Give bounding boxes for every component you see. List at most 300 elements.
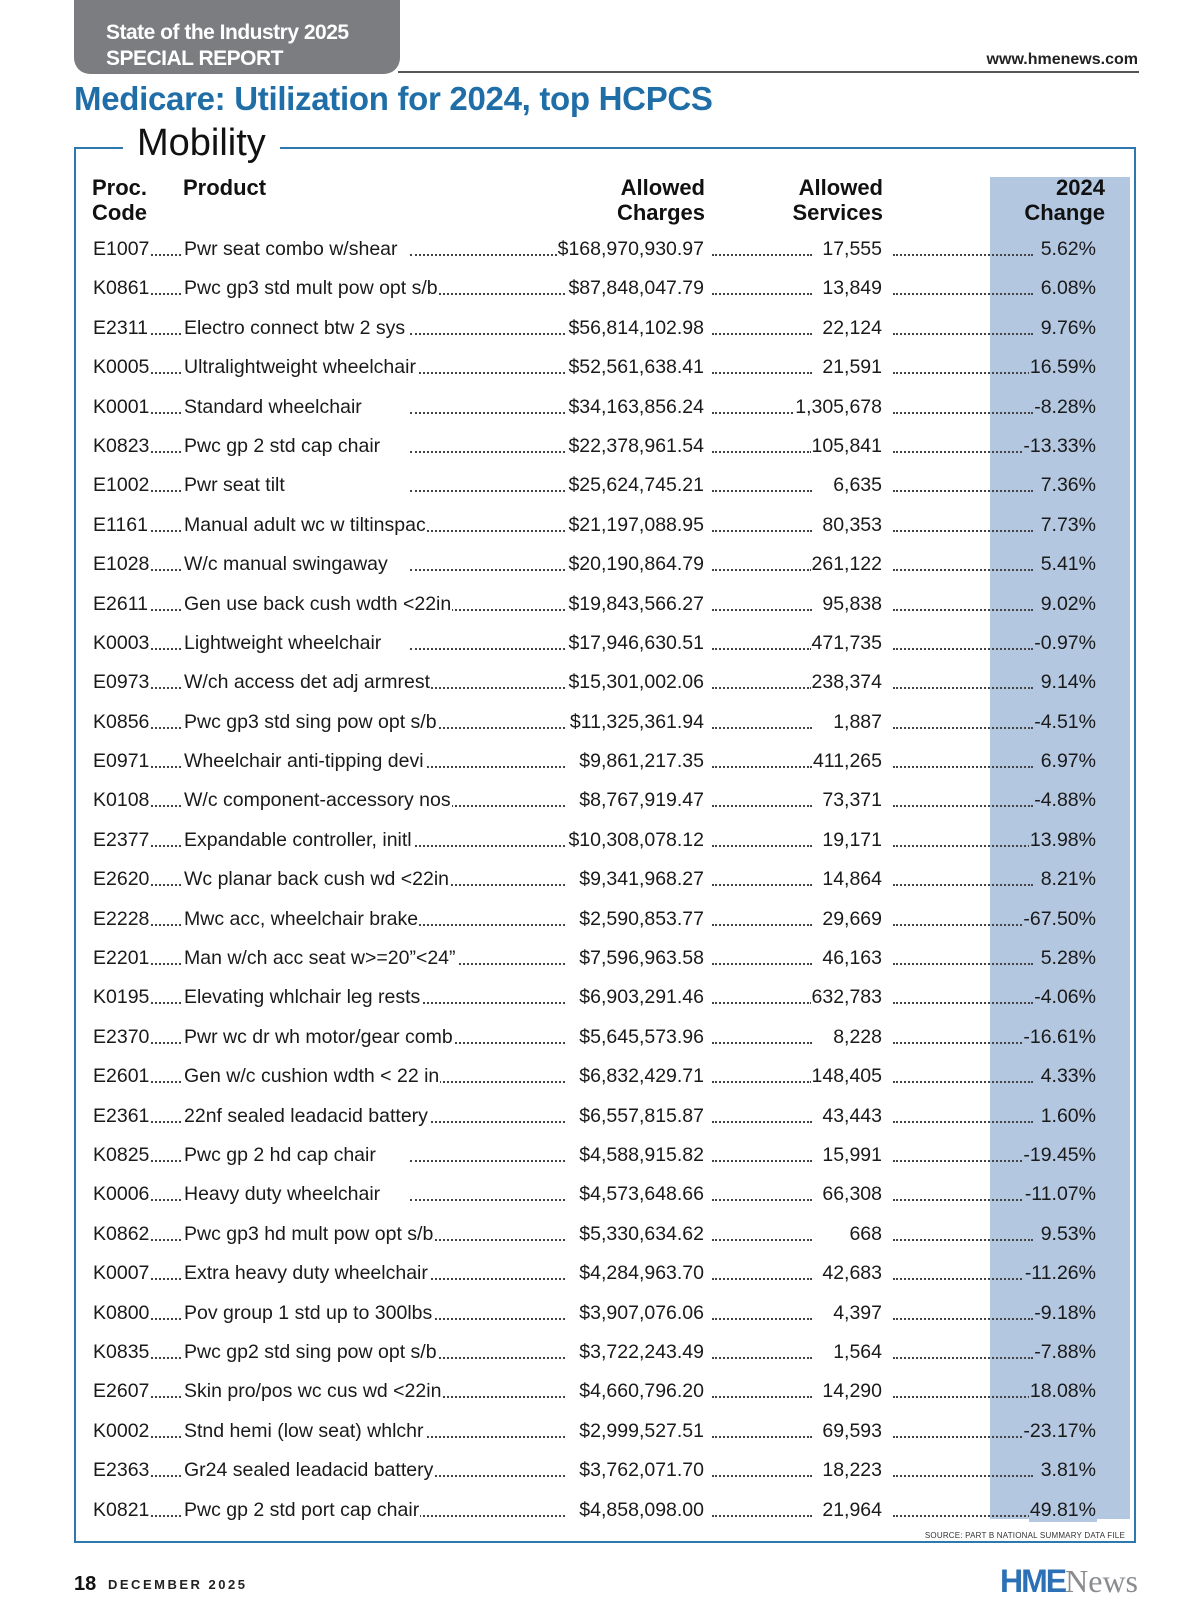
dot-leader [410,1121,565,1123]
change-2024: -23.17% [1023,1419,1096,1442]
allowed-charges: $4,858,098.00 [579,1498,704,1521]
dot-leader [893,1002,1033,1004]
change-2024: 4.33% [1040,1065,1096,1088]
allowed-charges: $4,588,915.82 [579,1143,704,1166]
dot-leader [410,1002,565,1004]
dot-leader [712,1475,812,1477]
allowed-charges: $11,325,361.94 [569,710,704,733]
product-name: Standard wheelchair [184,395,362,418]
proc-code: K0001 [93,395,150,418]
change-2024: 3.81% [1040,1459,1096,1482]
dot-leader [410,1278,565,1280]
logo-hme-text: HME [1000,1563,1066,1599]
dot-leader [712,766,812,768]
product-name: Pwr seat tilt [184,474,285,497]
change-2024: 7.36% [1040,474,1096,497]
dot-leader [410,924,565,926]
change-2024: -11.07% [1024,1183,1096,1206]
dot-leader [712,293,812,295]
dot-leader [712,648,812,650]
source-note: SOURCE: PART B NATIONAL SUMMARY DATA FILE [924,1531,1125,1540]
table-row [0,663,1200,702]
dot-leader [712,1239,812,1241]
dot-leader [893,1121,1033,1123]
dot-leader [712,845,812,847]
proc-code: E2361 [93,1104,150,1127]
change-2024: 1.60% [1040,1104,1096,1127]
allowed-charges: $87,848,047.79 [568,277,704,300]
change-2024: 9.02% [1040,592,1096,615]
product-name: Heavy duty wheelchair [184,1183,381,1206]
proc-code: E1028 [93,553,150,576]
proc-code: E2611 [93,592,148,615]
dot-leader [712,609,812,611]
change-2024: -4.51% [1034,710,1096,733]
change-2024: 49.81% [1029,1498,1096,1521]
dot-leader [712,1436,812,1438]
proc-code: E1007 [93,238,150,260]
product-name: Electro connect btw 2 sys [184,316,406,339]
dot-leader [712,1121,812,1123]
allowed-services: 411,265 [812,750,882,773]
dot-leader [410,569,565,571]
proc-code: E1161 [93,513,148,536]
table-row [0,1372,1200,1411]
product-name: Pwc gp3 std mult pow opt s/b [184,277,438,300]
allowed-charges: $10,308,078.12 [568,828,704,851]
proc-code: K0002 [93,1419,150,1442]
allowed-services: 238,374 [811,671,882,694]
change-2024: 9.76% [1040,316,1096,339]
proc-code: E2620 [93,868,150,891]
table-row [0,269,1200,308]
allowed-charges: $22,378,961.54 [568,434,704,457]
proc-code: K0861 [93,277,150,300]
allowed-charges: $8,767,919.47 [579,789,704,812]
table-row [0,545,1200,584]
dot-leader [893,293,1033,295]
allowed-charges: $168,970,930.97 [557,238,704,260]
logo-news-text: News [1065,1563,1138,1599]
dot-leader [712,333,812,335]
proc-code: E2201 [93,947,150,970]
dot-leader [712,805,812,807]
product-name: Pwr wc dr wh motor/gear comb [184,1025,453,1048]
dot-leader [893,451,1033,453]
table-row [0,309,1200,348]
dot-leader [893,1436,1033,1438]
table-row [0,585,1200,624]
dot-leader [893,1160,1033,1162]
allowed-charges: $3,907,076.06 [579,1301,704,1324]
dot-leader [893,766,1033,768]
section-title: Mobility [123,122,280,165]
product-name: Man w/ch acc seat w>=20”<24” [184,947,456,970]
dot-leader [893,805,1033,807]
allowed-services: 1,564 [833,1340,882,1363]
change-2024: 16.59% [1029,356,1096,379]
dot-leader [893,727,1033,729]
dot-leader [893,1357,1033,1359]
allowed-charges: $21,197,088.95 [568,513,704,536]
dot-leader [893,1515,1033,1517]
product-name: W/c manual swingaway [184,553,388,576]
allowed-services: 29,669 [822,907,882,930]
table-row [0,1057,1200,1096]
allowed-charges: $3,722,243.49 [579,1340,704,1363]
website-url[interactable]: www.hmenews.com [986,51,1138,68]
dot-leader [410,648,565,650]
column-header-code: Proc. Code [92,175,148,225]
allowed-services: 261,122 [811,553,882,576]
table-row [0,1294,1200,1333]
table-row [0,1491,1200,1530]
allowed-charges: $19,843,566.27 [568,592,704,615]
change-2024: 13.98% [1029,828,1096,851]
table-row [0,466,1200,505]
allowed-charges: $4,573,648.66 [579,1183,704,1206]
dot-leader [893,254,1033,256]
product-name: Manual adult wc w tiltinspac [184,513,426,536]
change-2024: 8.21% [1040,868,1096,891]
dot-leader [410,372,565,374]
dot-leader [712,254,812,256]
dot-leader [893,1278,1033,1280]
dot-leader [712,1357,812,1359]
product-name: W/ch access det adj armrest [184,671,430,694]
proc-code: E0973 [93,671,150,694]
product-name: Ultralightweight wheelchair [184,356,416,379]
change-2024: -7.88% [1034,1340,1096,1363]
table-row [0,1136,1200,1175]
dot-leader [410,1515,565,1517]
allowed-services: 1,305,678 [795,395,882,418]
allowed-services: 105,841 [811,434,882,457]
proc-code: K0005 [93,356,150,379]
allowed-charges: $7,596,963.58 [579,947,704,970]
change-2024: -11.26% [1024,1262,1096,1285]
tab-title: State of the Industry 2025 [106,21,349,44]
change-2024: -13.33% [1023,434,1096,457]
dot-leader [712,372,812,374]
allowed-charges: $17,946,630.51 [568,631,704,654]
dot-leader [712,1042,812,1044]
change-2024: -67.50% [1023,907,1096,930]
allowed-services: 8,228 [833,1025,882,1048]
special-report-tab [74,0,400,74]
table-row [0,781,1200,820]
allowed-services: 14,290 [822,1380,882,1403]
proc-code: E1002 [93,474,150,497]
product-name: Pwr seat combo w/shear [184,238,398,260]
proc-code: K0800 [93,1301,150,1324]
dot-leader [893,333,1033,335]
dot-leader [410,451,565,453]
proc-code: E2601 [93,1065,150,1088]
proc-code: K0825 [93,1143,150,1166]
allowed-charges: $9,341,968.27 [579,868,704,891]
product-name: Gr24 sealed leadacid battery [184,1459,434,1482]
allowed-services: 22,124 [822,316,882,339]
allowed-services: 17,555 [822,238,882,260]
allowed-charges: $6,903,291.46 [579,986,704,1009]
dot-leader [712,1396,812,1398]
dot-leader [410,412,565,414]
product-name: Lightweight wheelchair [184,631,382,654]
proc-code: E2370 [93,1025,150,1048]
dot-leader [893,884,1033,886]
product-name: Pwc gp2 std sing pow opt s/b [184,1340,437,1363]
allowed-charges: $25,624,745.21 [568,474,704,497]
dot-leader [712,530,812,532]
allowed-services: 6,635 [833,474,882,497]
allowed-services: 42,683 [822,1262,882,1285]
proc-code: K0856 [93,710,150,733]
dot-leader [893,924,1033,926]
dot-leader [712,1199,812,1201]
allowed-services: 4,397 [833,1301,882,1324]
dot-leader [893,1475,1033,1477]
table-row [0,1097,1200,1136]
dot-leader [893,687,1033,689]
dot-leader [893,1396,1033,1398]
product-name: Elevating whlchair leg rests [184,986,421,1009]
change-2024: 5.41% [1040,553,1096,576]
table-row [0,427,1200,466]
dot-leader [410,1199,565,1201]
dot-leader [712,1515,812,1517]
dot-leader [410,333,565,335]
allowed-charges: $34,163,856.24 [568,395,704,418]
dot-leader [712,1318,812,1320]
dot-leader [712,1160,812,1162]
proc-code: E2377 [93,828,150,851]
table-row [0,506,1200,545]
table-row [0,1451,1200,1490]
change-2024: 6.08% [1040,277,1096,300]
change-2024: 6.97% [1040,750,1096,773]
change-2024: -4.88% [1034,789,1096,812]
dot-leader [893,372,1033,374]
dot-leader [712,687,812,689]
proc-code: K0007 [93,1262,150,1285]
allowed-services: 13,849 [822,277,882,300]
allowed-services: 668 [849,1222,882,1245]
change-2024: 7.73% [1040,513,1096,536]
change-2024: -0.97% [1034,631,1096,654]
proc-code: K0006 [93,1183,150,1206]
dot-leader [712,1002,812,1004]
column-header-product: Product [183,175,267,200]
allowed-charges: $3,762,071.70 [579,1459,704,1482]
allowed-services: 632,783 [811,986,882,1009]
page-number: 18 [74,1573,97,1595]
proc-code: E2363 [93,1459,150,1482]
product-name: Pwc gp3 std sing pow opt s/b [184,710,437,733]
table-row [0,1018,1200,1057]
change-2024: 9.14% [1040,671,1096,694]
page-title: Medicare: Utilization for 2024, top HCPCS [74,80,713,117]
dot-leader [410,530,565,532]
allowed-services: 21,591 [822,356,882,379]
allowed-charges: $15,301,002.06 [568,671,704,694]
table-row [0,1175,1200,1214]
table-row [0,703,1200,742]
product-name: Wc planar back cush wd <22in [184,868,450,891]
allowed-charges: $6,832,429.71 [579,1065,704,1088]
dot-leader [712,727,812,729]
product-name: Gen use back cush wdth <22in [184,592,452,615]
dot-leader [712,1278,812,1280]
proc-code: K0835 [93,1340,150,1363]
product-name: Skin pro/pos wc cus wd <22in [184,1380,442,1403]
dot-leader [712,1081,812,1083]
product-name: Expandable controller, initl [184,828,412,851]
allowed-services: 19,171 [822,828,882,851]
tab-subtitle: SPECIAL REPORT [106,47,283,70]
proc-code: K0823 [93,434,150,457]
allowed-charges: $52,561,638.41 [568,356,704,379]
dot-leader [893,490,1033,492]
product-name: Gen w/c cushion wdth < 22 in [184,1065,440,1088]
dot-leader [712,924,812,926]
table-row [0,624,1200,663]
allowed-services: 46,163 [822,947,882,970]
change-2024: -4.06% [1034,986,1096,1009]
product-name: Wheelchair anti-tipping devi [184,750,424,773]
change-2024: -9.18% [1034,1301,1096,1324]
table-row [0,860,1200,899]
dot-leader [410,845,565,847]
allowed-services: 73,371 [822,789,882,812]
header-rule [398,71,1139,73]
allowed-services: 21,964 [822,1498,882,1521]
dot-leader [893,648,1033,650]
dot-leader [893,1318,1033,1320]
dot-leader [410,766,565,768]
column-header-services: Allowed Services [792,175,883,225]
allowed-charges: $20,190,864.79 [568,553,704,576]
product-name: Extra heavy duty wheelchair [184,1262,428,1285]
product-name: Pwc gp 2 hd cap chair [184,1143,376,1166]
proc-code: E2607 [93,1380,150,1403]
dot-leader [893,963,1033,965]
change-2024: 5.62% [1040,238,1096,260]
dot-leader [893,530,1033,532]
table-row [0,939,1200,978]
allowed-charges: $5,330,634.62 [579,1222,704,1245]
change-2024: 5.28% [1040,947,1096,970]
allowed-charges: $2,590,853.77 [579,907,704,930]
proc-code: K0108 [93,789,150,812]
proc-code: E0971 [93,750,150,773]
dot-leader [893,609,1033,611]
change-2024: -8.28% [1034,395,1096,418]
change-2024: 18.08% [1029,1380,1096,1403]
dot-leader [410,687,565,689]
proc-code: K0862 [93,1222,150,1245]
change-2024: -16.61% [1023,1025,1096,1048]
allowed-services: 14,864 [822,868,882,891]
dot-leader [893,412,1033,414]
table-row [0,348,1200,387]
dot-leader [712,569,812,571]
table-row [0,1254,1200,1293]
proc-code: K0003 [93,631,150,654]
allowed-services: 66,308 [822,1183,882,1206]
allowed-services: 43,443 [822,1104,882,1127]
dot-leader [712,490,812,492]
product-name: Stnd hemi (low seat) whlchr [184,1419,424,1442]
table-row [0,1215,1200,1254]
product-name: Pwc gp 2 std cap chair [184,434,381,457]
allowed-services: 69,593 [822,1419,882,1442]
table-row [0,230,1200,269]
product-name: Pwc gp3 hd mult pow opt s/b [184,1222,434,1245]
data-table-body [0,230,1200,1530]
allowed-services: 148,405 [811,1065,882,1088]
dot-leader [410,1160,565,1162]
allowed-charges: $9,861,217.35 [579,750,704,773]
dot-leader [712,884,812,886]
table-row [0,388,1200,427]
issue-date: DECEMBER 2025 [108,1577,248,1592]
change-2024: -19.45% [1023,1143,1096,1166]
dot-leader [893,1199,1033,1201]
table-row [0,821,1200,860]
dot-leader [712,963,812,965]
allowed-charges: $4,660,796.20 [579,1380,704,1403]
dot-leader [410,1436,565,1438]
product-name: Mwc acc, wheelchair brake [184,907,419,930]
allowed-charges: $5,645,573.96 [579,1025,704,1048]
table-row [0,742,1200,781]
proc-code: K0821 [93,1498,150,1521]
dot-leader [893,1239,1033,1241]
dot-leader [893,569,1033,571]
table-row [0,900,1200,939]
dot-leader [410,254,565,256]
table-row [0,1412,1200,1451]
product-name: Pwc gp 2 std port cap chair [184,1498,420,1521]
hme-news-logo [1000,1563,1138,1600]
table-row [0,1333,1200,1372]
dot-leader [712,451,812,453]
proc-code: K0195 [93,986,150,1009]
dot-leader [893,1042,1033,1044]
dot-leader [893,845,1033,847]
product-name: 22nf sealed leadacid battery [184,1104,428,1127]
proc-code: E2311 [93,316,148,339]
product-name: Pov group 1 std up to 300lbs [184,1301,433,1324]
dot-leader [410,490,565,492]
allowed-charges: $56,814,102.98 [568,316,704,339]
allowed-services: 95,838 [822,592,882,615]
allowed-services: 15,991 [822,1143,882,1166]
column-header-charges: Allowed Charges [616,175,705,225]
allowed-services: 471,735 [811,631,882,654]
allowed-charges: $6,557,815.87 [579,1104,704,1127]
table-row [0,978,1200,1017]
allowed-services: 18,223 [822,1459,882,1482]
allowed-services: 80,353 [822,513,882,536]
dot-leader [893,1081,1033,1083]
allowed-services: 1,887 [833,710,882,733]
allowed-charges: $4,284,963.70 [579,1262,704,1285]
column-header-change: 2024 Change [1024,175,1105,225]
change-2024: 9.53% [1040,1222,1096,1245]
allowed-charges: $2,999,527.51 [579,1419,704,1442]
